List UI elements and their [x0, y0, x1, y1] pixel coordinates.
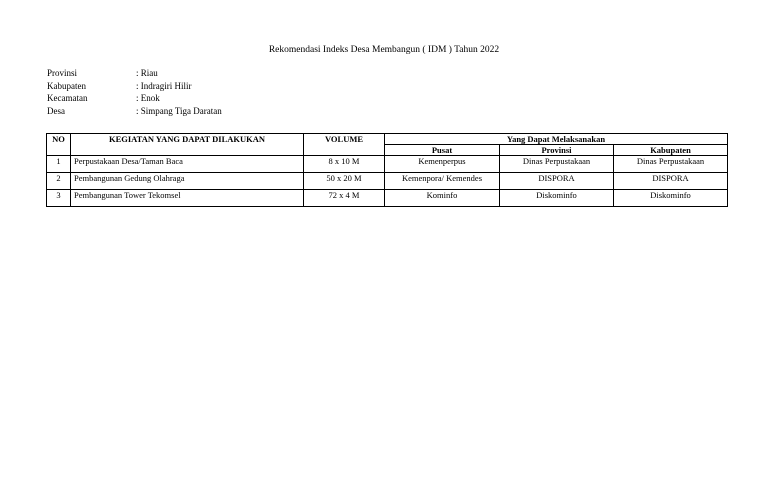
cell-kabupaten: Diskominfo [614, 190, 728, 207]
cell-no: 2 [47, 173, 71, 190]
cell-kegiatan: Perpustakaan Desa/Taman Baca [71, 156, 304, 173]
cell-no: 3 [47, 190, 71, 207]
cell-provinsi: DISPORA [500, 173, 614, 190]
cell-kegiatan: Pembangunan Tower Tekomsel [71, 190, 304, 207]
document-title: Rekomendasi Indeks Desa Membangun ( IDM ) Tahun 2022 [268, 45, 500, 55]
table-row [47, 190, 728, 207]
cell-kegiatan: Pembangunan Gedung Olahraga [71, 173, 304, 190]
header-kabupaten: Kabupaten [614, 145, 728, 156]
location-info [47, 67, 222, 117]
info-label: Kabupaten [47, 80, 86, 91]
cell-volume: 8 x 10 M [304, 156, 385, 173]
header-pusat: Pusat [385, 145, 500, 156]
info-row-provinsi [47, 67, 222, 80]
info-value: : Enok [136, 93, 160, 103]
cell-pusat: Kemenperpus [385, 156, 500, 173]
header-kegiatan: KEGIATAN YANG DAPAT DILAKUKAN [71, 134, 304, 156]
info-row-kecamatan [47, 92, 222, 105]
info-row-kabupaten [47, 80, 222, 93]
header-provinsi: Provinsi [500, 145, 614, 156]
cell-kabupaten: Dinas Perpustakaan [614, 156, 728, 173]
cell-provinsi: Dinas Perpustakaan [500, 156, 614, 173]
info-label: Provinsi [47, 68, 78, 78]
table-header-row [47, 134, 728, 145]
info-value: : Riau [136, 68, 158, 78]
table-row [47, 156, 728, 173]
info-label: Kecamatan [47, 93, 88, 103]
info-value: : Simpang Tiga Daratan [136, 105, 222, 116]
info-row-desa [47, 105, 222, 118]
header-volume: VOLUME [304, 134, 385, 156]
cell-no: 1 [47, 156, 71, 173]
cell-pusat: Kemenpora/ Kemendes [385, 173, 500, 190]
cell-kabupaten: DISPORA [614, 173, 728, 190]
header-pelaksana: Yang Dapat Melaksanakan [385, 134, 728, 145]
cell-volume: 50 x 20 M [304, 173, 385, 190]
cell-volume: 72 x 4 M [304, 190, 385, 207]
recommendation-table [46, 133, 728, 207]
table-row [47, 173, 728, 190]
info-value: : Indragiri Hilir [136, 80, 192, 91]
cell-pusat: Kominfo [385, 190, 500, 207]
info-label: Desa [47, 105, 65, 116]
cell-provinsi: Diskominfo [500, 190, 614, 207]
header-no: NO [47, 134, 71, 156]
